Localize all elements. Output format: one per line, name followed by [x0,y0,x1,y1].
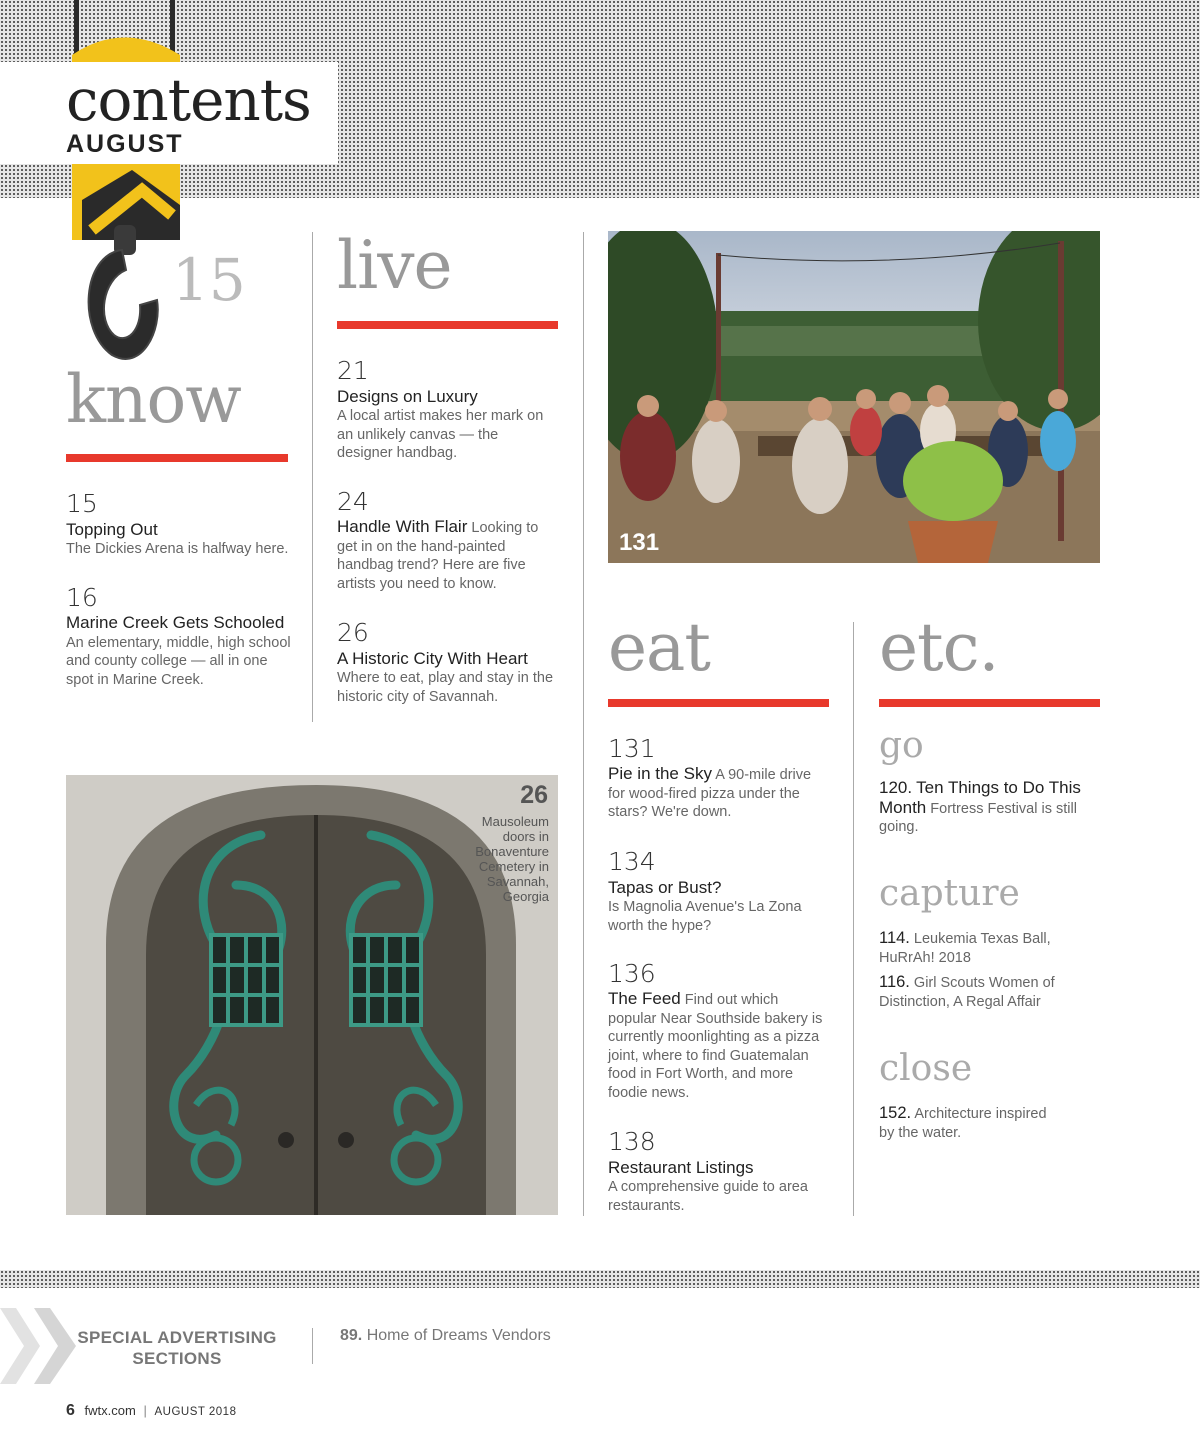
know-item[interactable] [66,490,294,559]
know-page-number: 15 [172,246,246,314]
live-divider [337,321,558,329]
etc-heading: etc. [879,609,999,686]
item-number: 116. [879,973,910,991]
folio-page-number: 6 [66,1402,75,1419]
footer-divider [312,1328,313,1364]
eat-item[interactable] [608,735,828,822]
know-divider [66,454,288,462]
item-title: Topping Out [66,520,158,539]
title-panel [0,62,338,164]
eat-divider [608,699,829,707]
special-sections-label [66,1327,288,1369]
door-page-number: 26 [520,781,548,809]
eat-heading: eat [608,609,710,686]
item-page: 15 [66,489,98,518]
item-title: Restaurant Listings [608,1158,754,1177]
item-title: Tapas or Bust? [608,878,722,897]
item-desc: Find out which popular Near Southside bakery is currently moonlighting as a pizza joint, where to find Guatemalan food in Fort Worth, and more foodie news. [608,992,823,1101]
door-photo[interactable] [66,775,558,1215]
item-text: Girl Scouts Women of Distinction, A Regal Affair [879,975,1055,1010]
item-desc: A local artist makes her mark on an unlikely canvas — the designer handbag. [337,408,544,461]
item-page: 26 [337,618,369,647]
eat-item[interactable] [608,1128,828,1215]
capture-item[interactable] [879,929,1079,967]
folio-separator: | [143,1403,147,1418]
capture-item[interactable] [879,973,1079,1011]
crane-hook-image [62,0,202,370]
item-body [608,990,828,1102]
folio-issue: AUGUST 2018 [154,1406,237,1418]
eat-item[interactable] [608,960,828,1102]
item-page: 24 [337,487,369,516]
live-item[interactable] [337,619,557,706]
item-body [337,518,557,593]
item-title: Designs on Luxury [337,387,478,406]
dinner-photo[interactable] [608,231,1100,563]
item-number: 89. [340,1327,363,1344]
item-page: 134 [608,847,656,876]
close-item[interactable] [879,1104,1059,1142]
item-desc: Where to eat, play and stay in the historic city of Savannah. [337,670,554,705]
special-label-line-1: SPECIAL ADVERTISING [77,1328,277,1347]
advertising-item[interactable] [340,1327,551,1345]
item-number: 120. [879,778,913,797]
photo-page-number: 131 [619,529,660,556]
item-title: Handle With Flair [337,517,468,536]
item-desc: Looking to get in on the hand-painted handbag trend? Here are five artists you need to know. [337,520,539,592]
page-title: contents [66,66,311,134]
item-title: Marine Creek Gets Schooled [66,613,285,632]
column-divider [312,232,313,722]
footer-texture [0,1270,1200,1288]
item-number: 114. [879,929,910,947]
folio-site: fwtx.com [84,1403,136,1418]
item-page: 16 [66,583,98,612]
item-title: The Feed [608,989,681,1008]
outdoor-dinner-image [608,231,1100,563]
item-text: Architecture inspired by the water. [879,1106,1047,1141]
etc-divider [879,699,1100,707]
item-page: 21 [337,356,369,385]
item-desc: Fortress Festival is still going. [879,800,1077,835]
column-divider [583,232,584,1216]
live-heading: live [337,227,452,304]
item-body [608,765,828,822]
know-heading: know [66,361,241,438]
issue-month: AUGUST [66,130,184,158]
folio [66,1402,236,1420]
live-item[interactable] [337,357,557,463]
item-page: 136 [608,959,656,988]
door-caption: Mausoleum doors in Bonaventure Cemetery in Savannah, Georgia [475,814,549,904]
item-body [66,614,294,689]
item-title: A Historic City With Heart [337,649,528,668]
go-subheading: go [879,725,924,766]
item-desc: Is Magnolia Avenue's La Zona worth the hype? [608,899,802,934]
special-label-line-2: SECTIONS [132,1349,222,1368]
item-text: Home of Dreams Vendors [366,1327,551,1344]
item-page: 138 [608,1127,656,1156]
eat-item[interactable] [608,848,828,935]
item-desc: A 90-mile drive for wood-fired pizza under the stars? We're down. [608,767,812,820]
know-item[interactable] [66,584,294,689]
item-desc: The Dickies Arena is halfway here. [66,541,289,557]
item-desc: A comprehensive guide to area restaurants. [608,1179,808,1214]
item-title: Pie in the Sky [608,764,712,783]
item-desc: An elementary, middle, high school and county college — all in one spot in Marine Creek. [66,634,291,688]
item-text: Leukemia Texas Ball, HuRrAh! 2018 [879,931,1051,966]
item-page: 131 [608,734,656,763]
capture-subheading: capture [879,873,1020,914]
go-item[interactable] [879,779,1089,837]
column-divider [853,622,854,1216]
close-subheading: close [879,1048,973,1089]
item-number: 152. [879,1104,912,1122]
item-title: Ten Things to Do This Month [879,778,1081,817]
live-item[interactable] [337,488,557,593]
